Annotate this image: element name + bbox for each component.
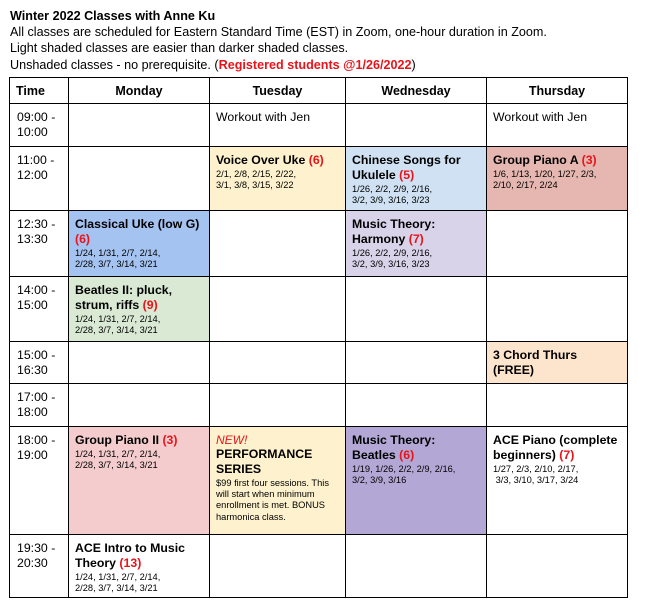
registered-count: (9) — [142, 298, 158, 312]
table-row — [10, 277, 628, 342]
header-line-3 — [10, 57, 640, 73]
registered-count: (6) — [75, 232, 91, 246]
table-row — [10, 104, 628, 147]
class-cell-workout-thursday: Workout with Jen — [487, 104, 628, 147]
empty-cell — [487, 277, 628, 342]
time-slot: 19:30 - 20:30 — [10, 535, 69, 598]
column-header-tuesday: Tuesday — [210, 78, 346, 104]
class-cell-voice-over-uke: Voice Over Uke (6) 2/1, 2/8, 2/15, 2/22, 3/1, 3/8, 3/15, 3/22 — [210, 147, 346, 211]
column-header-thursday: Thursday — [487, 78, 628, 104]
time-slot: 12:30 - 13:30 — [10, 211, 69, 277]
class-cell-3-chord-thurs: 3 Chord Thurs (FREE) — [487, 342, 628, 384]
registered-count: (6) — [399, 448, 415, 462]
table-row — [10, 384, 628, 427]
class-cell-ace-piano: ACE Piano (complete beginners) (7) 1/27, 2/3, 2/10, 2/17, 3/3, 3/10, 3/17, 3/24 — [487, 427, 628, 535]
empty-cell — [69, 104, 210, 147]
empty-cell — [210, 277, 346, 342]
empty-cell — [69, 147, 210, 211]
empty-cell — [487, 384, 628, 427]
class-cell-music-theory-beatles: Music Theory: Beatles (6) 1/19, 1/26, 2/2, 2/9, 2/16, 3/2, 3/9, 3/16 — [346, 427, 487, 535]
column-header-time: Time — [10, 78, 69, 104]
empty-cell — [346, 535, 487, 598]
class-cell-workout-tuesday: Workout with Jen — [210, 104, 346, 147]
empty-cell — [210, 342, 346, 384]
new-badge: NEW! — [216, 433, 248, 447]
table-row — [10, 535, 628, 598]
empty-cell — [69, 342, 210, 384]
class-schedule-table — [9, 77, 628, 598]
registered-count: (3) — [162, 433, 178, 447]
time-slot: 18:00 - 19:00 — [10, 427, 69, 535]
empty-cell — [210, 211, 346, 277]
empty-cell — [346, 342, 487, 384]
page-title: Winter 2022 Classes with Anne Ku — [10, 9, 216, 23]
empty-cell — [346, 277, 487, 342]
class-cell-chinese-songs: Chinese Songs for Ukulele (5) 1/26, 2/2, 2/9, 2/16, 3/2, 3/9, 3/16, 3/23 — [346, 147, 487, 211]
table-row — [10, 342, 628, 384]
empty-cell — [69, 384, 210, 427]
class-cell-ace-intro-music-theory: ACE Intro to Music Theory (13) 1/24, 1/31, 2/7, 2/14, 2/28, 3/7, 3/14, 3/21 — [69, 535, 210, 598]
registered-count: (7) — [408, 232, 424, 246]
registered-count: (3) — [581, 153, 597, 167]
class-cell-classical-uke: Classical Uke (low G) (6) 1/24, 1/31, 2/7, 2/14, 2/28, 3/7, 3/14, 3/21 — [69, 211, 210, 277]
class-cell-group-piano-a: Group Piano A (3) 1/6, 1/13, 1/20, 1/27, 2/3, 2/10, 2/17, 2/24 — [487, 147, 628, 211]
empty-cell — [487, 535, 628, 598]
header-line-3-suffix: ) — [411, 57, 416, 72]
empty-cell — [210, 535, 346, 598]
empty-cell — [487, 211, 628, 277]
table-row — [10, 211, 628, 277]
time-slot: 15:00 - 16:30 — [10, 342, 69, 384]
column-header-monday: Monday — [69, 78, 210, 104]
time-slot: 14:00 - 15:00 — [10, 277, 69, 342]
time-slot: 17:00 - 18:00 — [10, 384, 69, 427]
registered-count: (6) — [308, 153, 324, 167]
schedule-header — [10, 8, 640, 73]
registered-count: (5) — [399, 168, 415, 182]
column-header-wednesday: Wednesday — [346, 78, 487, 104]
class-cell-music-theory-harmony: Music Theory: Harmony (7) 1/26, 2/2, 2/9, 2/16, 3/2, 3/9, 3/16, 3/23 — [346, 211, 487, 277]
header-line-3-prefix: Unshaded classes - no prerequisite. ( — [10, 57, 219, 72]
registered-count: (13) — [119, 556, 142, 570]
table-row — [10, 147, 628, 211]
time-slot: 11:00 - 12:00 — [10, 147, 69, 211]
class-cell-group-piano-ii: Group Piano II (3) 1/24, 1/31, 2/7, 2/14, 2/28, 3/7, 3/14, 3/21 — [69, 427, 210, 535]
class-cell-beatles-ii: Beatles II: pluck, strum, riffs (9) 1/24, 1/31, 2/7, 2/14, 2/28, 3/7, 3/14, 3/21 — [69, 277, 210, 342]
table-row — [10, 427, 628, 535]
empty-cell — [346, 384, 487, 427]
time-slot: 09:00 - 10:00 — [10, 104, 69, 147]
empty-cell — [210, 384, 346, 427]
empty-cell — [346, 104, 487, 147]
registered-count: (7) — [559, 448, 575, 462]
header-line-1: All classes are scheduled for Eastern Standard Time (EST) in Zoom, one-hour duration in Zoom. — [10, 25, 547, 40]
header-line-2: Light shaded classes are easier than darker shaded classes. — [10, 41, 349, 56]
table-header-row — [10, 78, 628, 104]
class-cell-performance-series: NEW! PERFORMANCE SERIES $99 first four sessions. This will start when minimum enrollment is met. BONUS harmonica class. — [210, 427, 346, 535]
registered-students-note: Registered students @1/26/2022 — [218, 57, 412, 72]
